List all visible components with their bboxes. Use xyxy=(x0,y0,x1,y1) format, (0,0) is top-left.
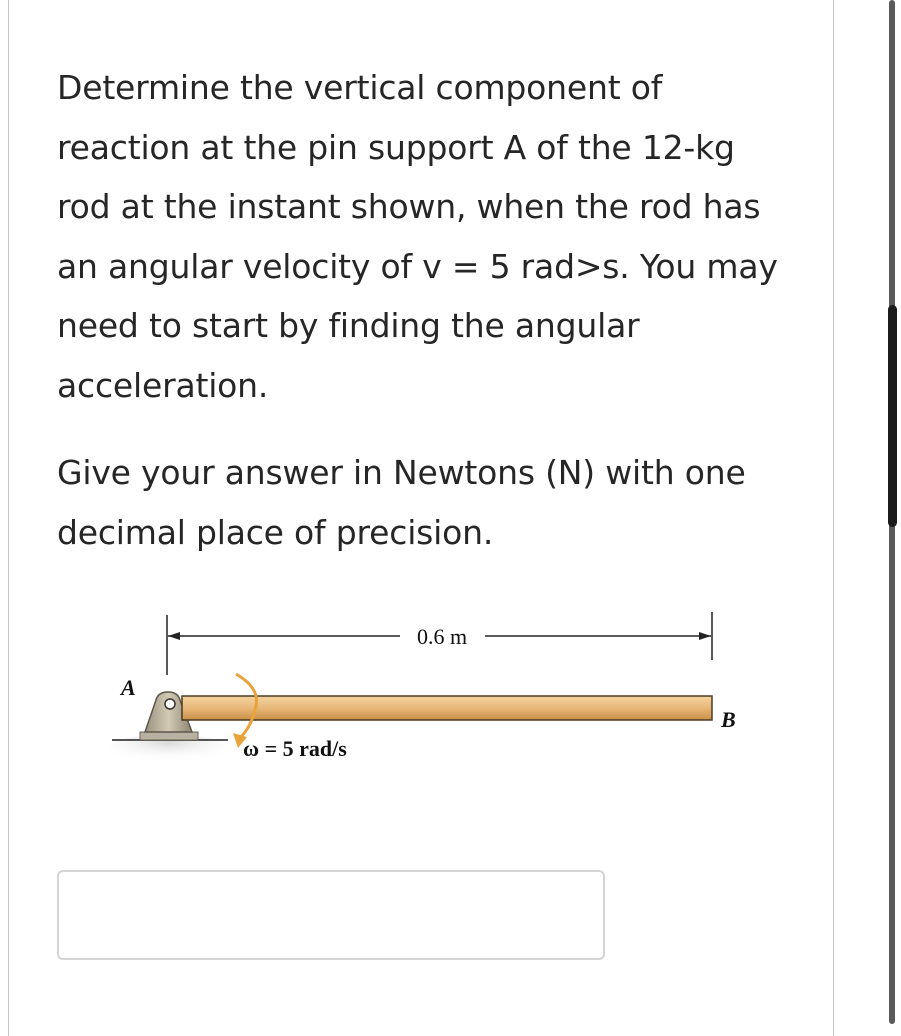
answer-input[interactable] xyxy=(57,870,605,960)
point-b-label: B xyxy=(721,707,736,732)
answer-instructions: Give your answer in Newtons (N) with one decimal place of precision. xyxy=(57,453,746,552)
scrollbar-thumb[interactable] xyxy=(888,305,897,527)
ground-support xyxy=(110,732,228,762)
point-a-label: A xyxy=(121,675,136,700)
rod-diagram xyxy=(100,600,760,800)
rod xyxy=(182,696,712,720)
dimension-label: 0.6 m xyxy=(416,624,468,649)
question-text: Determine the vertical component of reaction at the pin support A of the 12-kg rod at the instant shown, when the rod has an angular velocity of v = 5 rad>s. You may need to start by finding the angular acceleration. xyxy=(57,68,778,405)
omega-label: ω = 5 rad/s xyxy=(243,736,347,761)
